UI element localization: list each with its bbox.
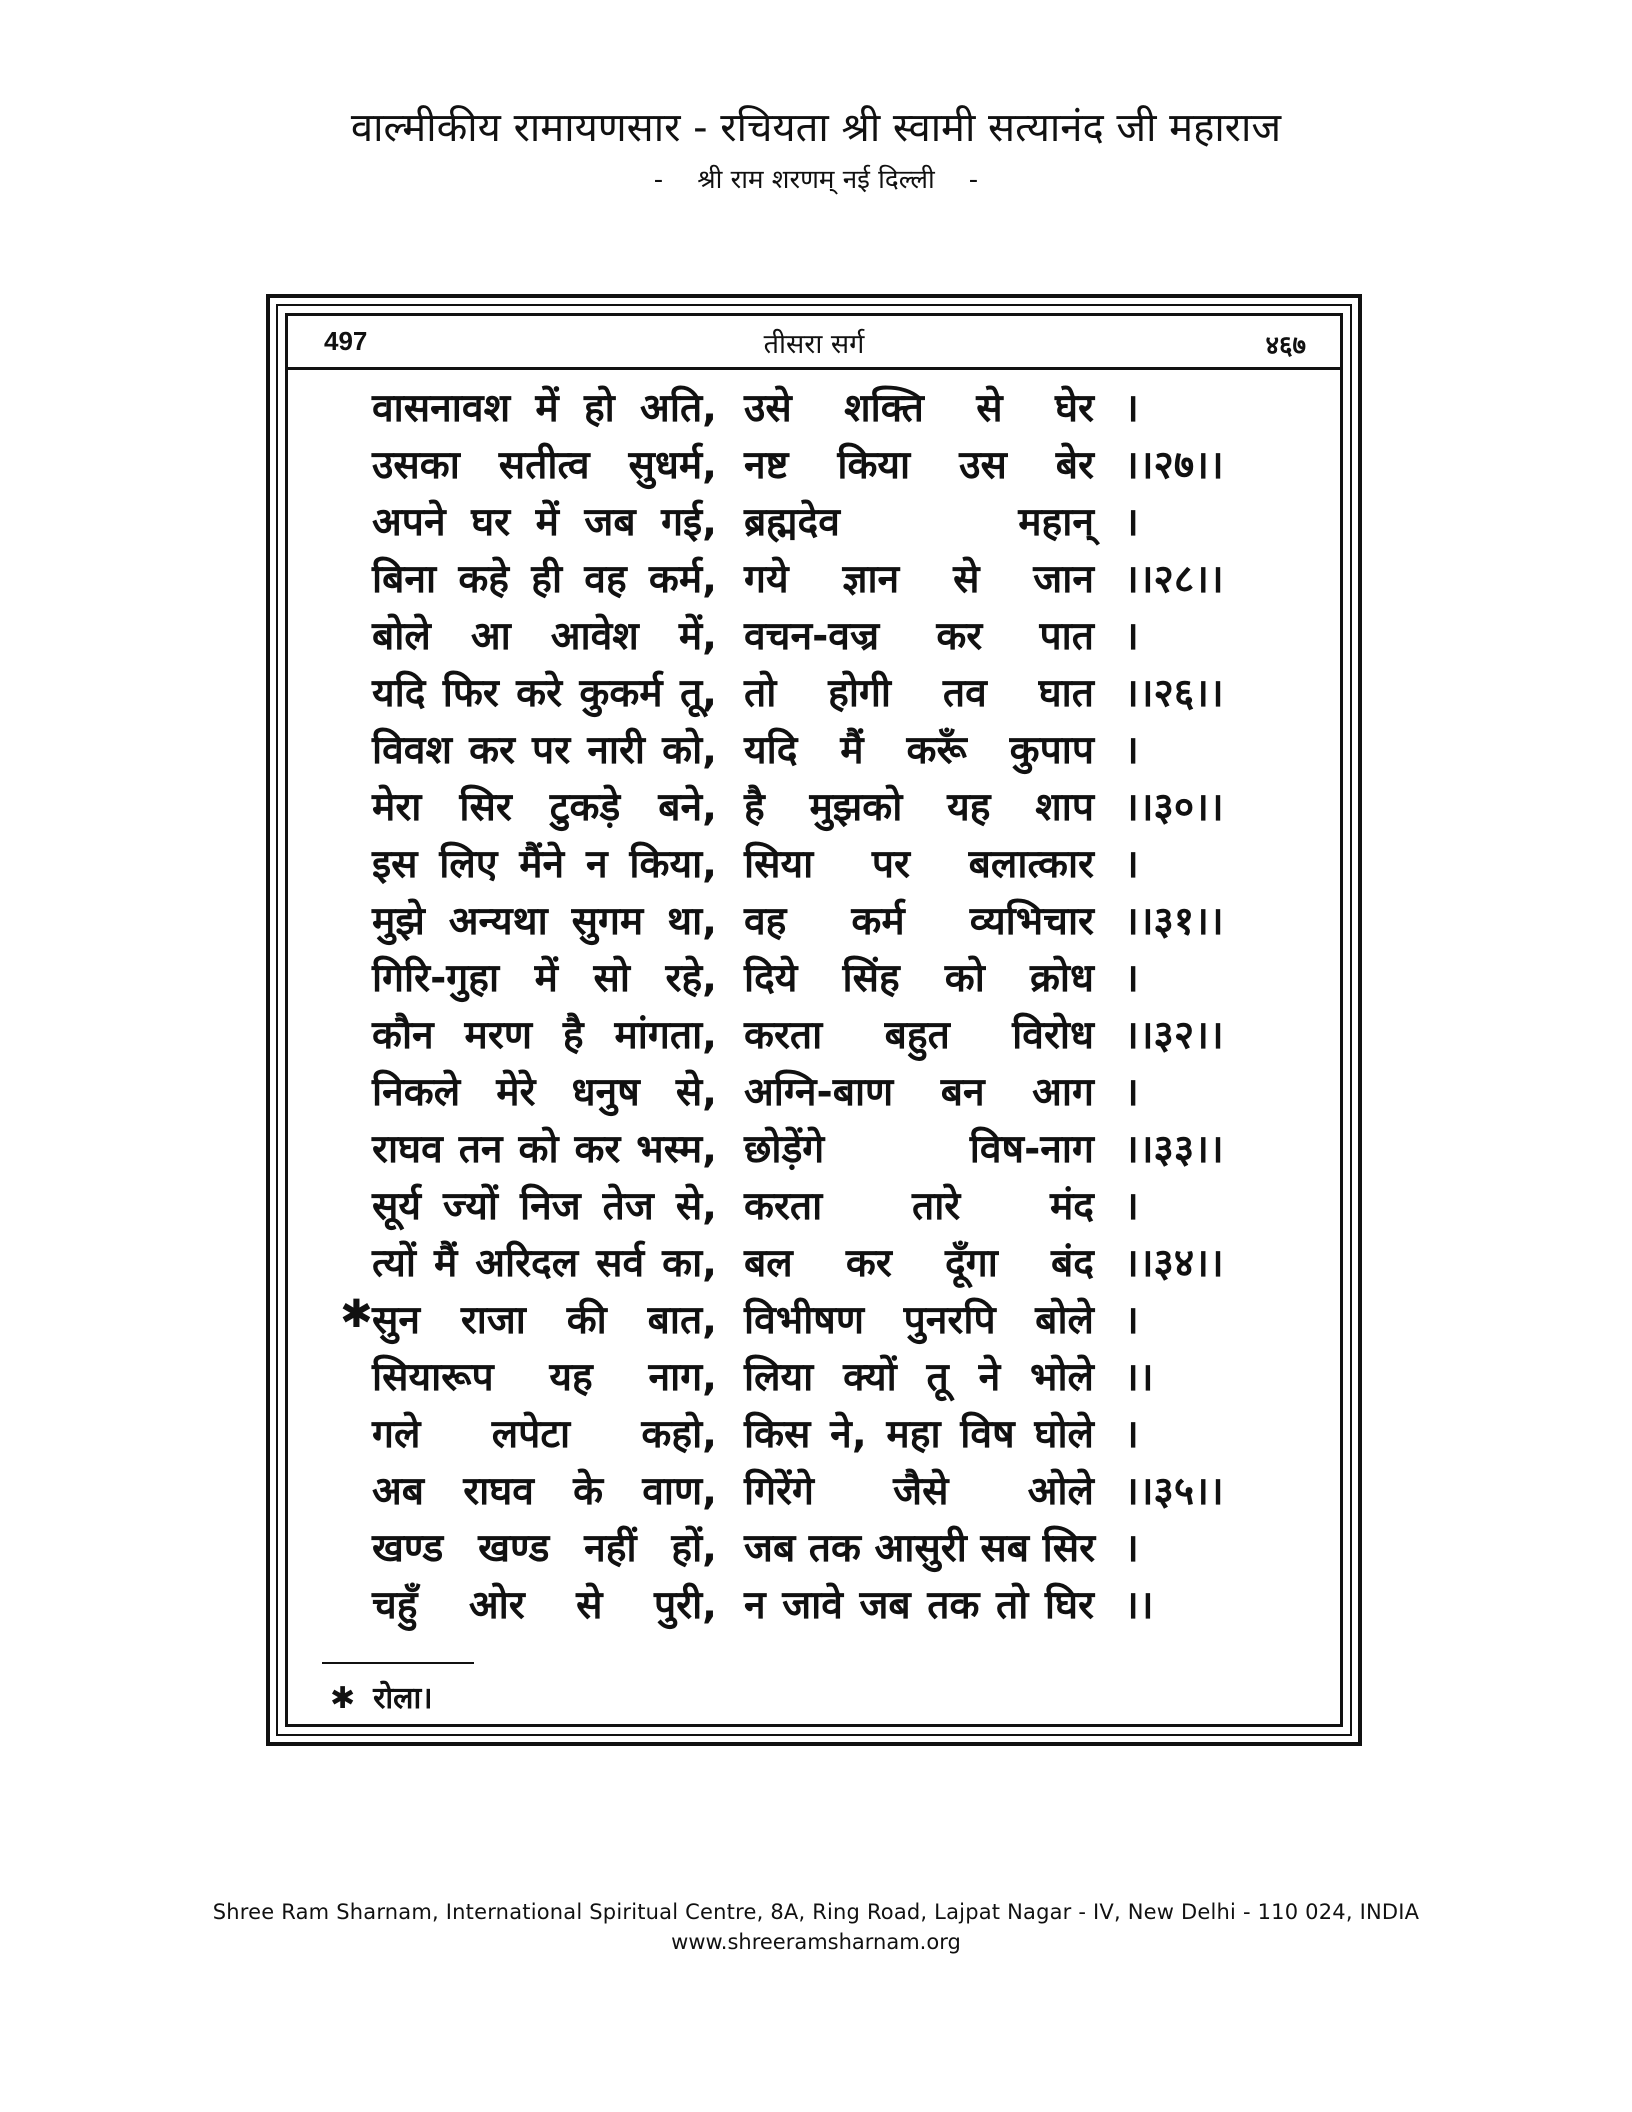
verse-line [288, 1121, 1340, 1177]
verse-line [288, 665, 1340, 721]
verse-line [288, 1064, 1340, 1120]
verse-number: ।।३०।। [1124, 785, 1224, 830]
verse-line [288, 836, 1340, 892]
verse-line [288, 779, 1340, 835]
verse-line [288, 722, 1340, 778]
verse-second-half: वचन-वज्र कर पात [744, 614, 1094, 659]
verse-second-half: न जावे जब तक तो घिर [744, 1583, 1094, 1628]
verse-second-half: जब तक आसुरी सब सिर [744, 1526, 1096, 1571]
verse-number: ।।२७।। [1124, 443, 1224, 488]
verse-second-half: किस ने, महा विष घोले [744, 1412, 1094, 1457]
verse-second-half: गिरेंगे जैसे ओले [744, 1469, 1094, 1514]
verse-number: । [1124, 1526, 1139, 1571]
subtitle-text: श्री राम शरणम् नई दिल्ली [697, 165, 935, 195]
asterisk-icon: ✱ [330, 1681, 356, 1716]
verse-line [288, 380, 1340, 436]
verse-first-half: सूर्य ज्यों निज तेज से, [372, 1184, 717, 1229]
verse-first-half: अब राघव के वाण, [372, 1469, 717, 1514]
verse-number: । [1124, 842, 1139, 887]
footer-website[interactable]: www.shreeramsharnam.org [671, 1930, 961, 1954]
verse-number: । [1124, 1412, 1139, 1457]
verse-second-half: विभीषण पुनरपि बोले [744, 1298, 1094, 1343]
verse-second-half: करता बहुत विरोध [744, 1013, 1094, 1058]
verse-number: ।।३४।। [1124, 1241, 1224, 1286]
verse-first-half: राघव तन को कर भस्म, [372, 1127, 717, 1172]
verse-line [288, 1007, 1340, 1063]
footer-address: Shree Ram Sharnam, International Spiritual Centre, 8A, Ring Road, Lajpat Nagar - IV, New Delhi - 110 024, INDIA [212, 1900, 1420, 1924]
verse-second-half: सिया पर बलात्कार [744, 842, 1094, 887]
subtitle-dash-right: - [968, 165, 979, 195]
verse-second-half: दिये सिंह को क्रोध [744, 956, 1094, 1001]
verse-first-half: बिना कहे ही वह कर्म, [372, 557, 717, 602]
footnote [330, 1676, 433, 1717]
verse-first-half: यदि फिर करे कुकर्म तू, [372, 671, 717, 716]
verse-line [288, 1178, 1340, 1234]
verse-number: ।।३१।। [1124, 899, 1224, 944]
verse-block [288, 380, 1340, 1640]
verse-second-half: वह कर्म व्यभिचार [744, 899, 1094, 944]
verse-first-half: उसका सतीत्व सुधर्म, [372, 443, 717, 488]
verse-second-half: है मुझको यह शाप [744, 785, 1094, 830]
verse-number: । [1124, 500, 1139, 545]
verse-number: ।। [1124, 1583, 1154, 1628]
verse-second-half: गये ज्ञान से जान [744, 557, 1094, 602]
verse-line [288, 1292, 1340, 1348]
verse-line [288, 437, 1340, 493]
verse-number: ।।३२।। [1124, 1013, 1224, 1058]
verse-line [288, 1349, 1340, 1405]
verse-line [288, 1577, 1340, 1633]
verse-number: । [1124, 956, 1139, 1001]
asterisk-icon: ✱ [340, 1292, 373, 1337]
footnote-text: रोला। [373, 1681, 433, 1716]
verse-first-half: चहुँ ओर से पुरी, [372, 1583, 717, 1628]
verse-number: ।।३३।। [1124, 1127, 1224, 1172]
verse-second-half: करता तारे मंद [744, 1184, 1094, 1229]
verse-number: । [1124, 728, 1139, 773]
verse-second-half: नष्ट किया उस बेर [744, 443, 1094, 488]
verse-number: । [1124, 1184, 1139, 1229]
verse-first-half: वासनावश में हो अति, [372, 386, 717, 431]
verse-number: ।।३५।। [1124, 1469, 1224, 1514]
verse-first-half: गिरि-गुहा में सो रहे, [372, 956, 717, 1001]
verse-line [288, 950, 1340, 1006]
verse-first-half: बोले आ आवेश में, [372, 614, 717, 659]
verse-second-half: उसे शक्ति से घेर [744, 386, 1094, 431]
verse-line [288, 494, 1340, 550]
verse-number: ।।२८।। [1124, 557, 1224, 602]
verse-first-half: मेरा सिर टुकड़े बने, [372, 785, 717, 830]
page-number-devanagari: ४६७ [1265, 331, 1306, 361]
footnote-rule [322, 1662, 474, 1664]
verse-first-half: इस लिए मैंने न किया, [372, 842, 717, 887]
verse-line [288, 1463, 1340, 1519]
page-head [288, 318, 1340, 370]
chapter-title: तीसरा सर्ग [763, 329, 865, 360]
verse-number: ।। [1124, 1355, 1154, 1400]
verse-first-half: गले लपेटा कहो, [372, 1412, 717, 1457]
verse-second-half: ब्रह्मदेव महान् [744, 500, 1094, 545]
document-header-title: वाल्मीकीय रामायणसार - रचियता श्री स्वामी सत्यानंद जी महाराज [350, 105, 1282, 151]
verse-first-half: मुझे अन्यथा सुगम था, [372, 899, 717, 944]
verse-line [288, 1406, 1340, 1462]
verse-second-half: लिया क्यों तू ने भोले [744, 1355, 1094, 1400]
verse-first-half: अपने घर में जब गई, [372, 500, 717, 545]
verse-first-half: कौन मरण है मांगता, [372, 1013, 717, 1058]
verse-number: । [1124, 1298, 1139, 1343]
verse-line [288, 1235, 1340, 1291]
verse-line [288, 608, 1340, 664]
document-header-subtitle [0, 162, 1632, 198]
verse-number: । [1124, 614, 1139, 659]
verse-first-half: सियारूप यह नाग, [372, 1355, 717, 1400]
verse-line [288, 551, 1340, 607]
verse-first-half: त्यों मैं अरिदल सर्व का, [372, 1241, 717, 1286]
verse-second-half: यदि मैं करूँ कुपाप [744, 728, 1094, 773]
verse-number: ।।२६।। [1124, 671, 1224, 716]
verse-second-half: बल कर दूँगा बंद [744, 1241, 1094, 1286]
subtitle-dash-left: - [653, 165, 664, 195]
verse-first-half: विवश कर पर नारी को, [372, 728, 717, 773]
verse-first-half: सुन राजा की बात, [372, 1298, 717, 1343]
verse-number: । [1124, 1070, 1139, 1115]
verse-line [288, 893, 1340, 949]
verse-line [288, 1520, 1340, 1576]
verse-first-half: खण्ड खण्ड नहीं हों, [372, 1526, 717, 1571]
page-number-arabic: 497 [324, 326, 368, 356]
verse-number: । [1124, 386, 1139, 431]
verse-first-half: निकले मेरे धनुष से, [372, 1070, 717, 1115]
verse-second-half: तो होगी तव घात [744, 671, 1094, 716]
verse-second-half: अग्नि-बाण बन आग [744, 1070, 1094, 1115]
verse-second-half: छोड़ेंगे विष-नाग [744, 1127, 1094, 1172]
